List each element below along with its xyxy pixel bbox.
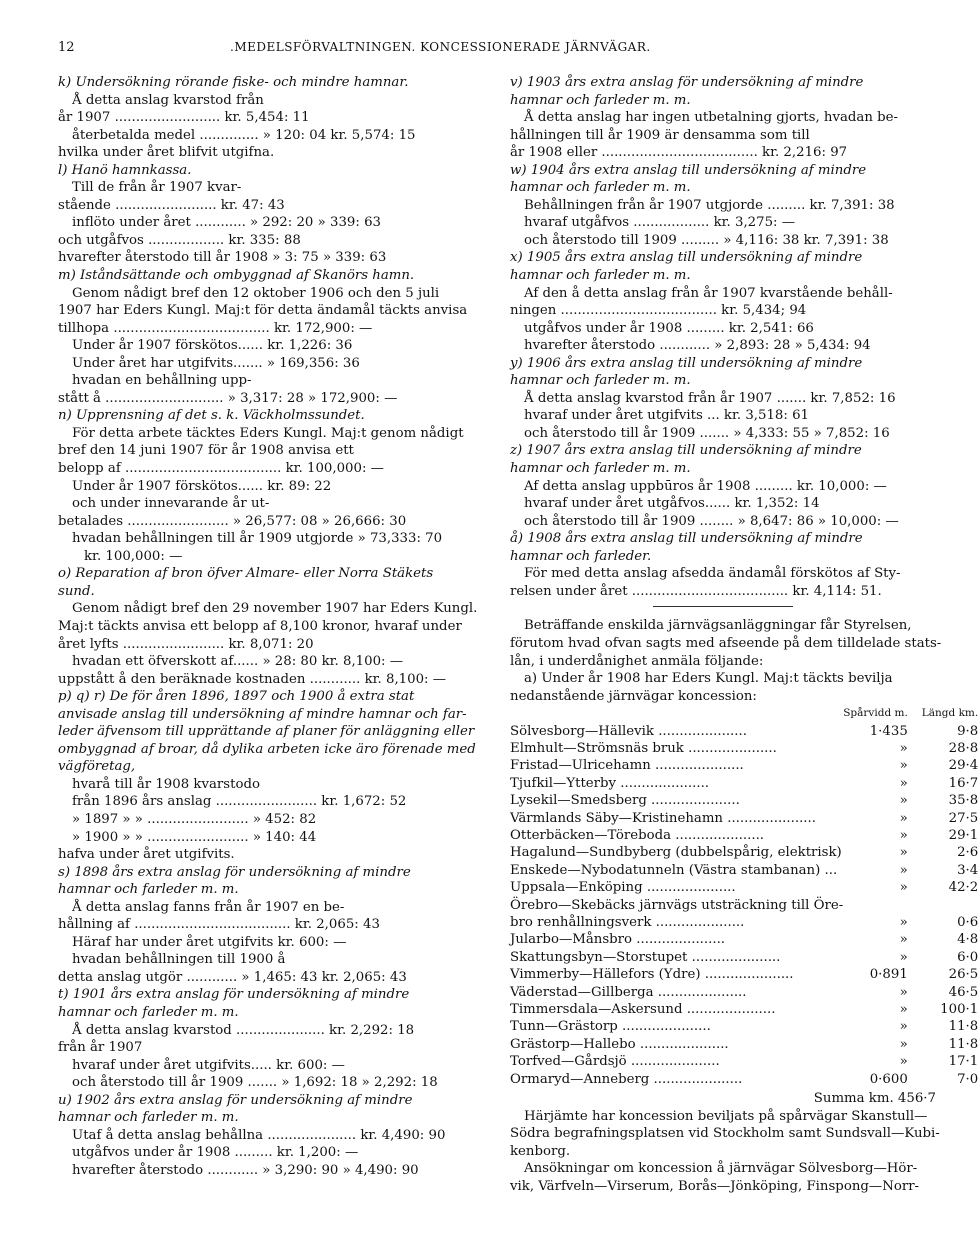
text-line: anvisade anslag till undersökning af mindre hamnar och far- (58, 706, 467, 722)
text-line: och återstodo till år 1909 ....... » 1,692: 18 » 2,292: 18 (72, 1075, 438, 1091)
gauge-value: » (899, 932, 908, 948)
length-value (922, 897, 978, 914)
text-line: år 1908 eller ..................................... kr. 2,216: 97 (510, 145, 848, 161)
text-line: Genom nådigt bref den 29 november 1907 har Eders Kungl. (72, 601, 478, 617)
gauge-value: » (899, 862, 908, 878)
table-row (510, 1071, 978, 1088)
text-line: stått å ............................ » 3,317: 28 » 172,900: — (58, 390, 398, 406)
text-line: ombyggnad af broar, då dylika arbeten icke äro förenade med (58, 741, 476, 757)
railway-name: Jularbo—Månsbro ..................... (510, 932, 726, 948)
text-line: hamnar och farleder m. m. (58, 1004, 239, 1020)
railway-name: Väderstad—Gillberga ..................... (510, 984, 747, 1000)
table-row (510, 1001, 978, 1018)
text-line: ningen ..................................... kr. 5,434; 94 (510, 303, 807, 319)
text-line: kenborg. (510, 1143, 571, 1159)
text-line: Härjämte har koncession beviljats på spårvägar Skanstull— (524, 1108, 928, 1124)
length-value: 29·4 (948, 758, 978, 774)
text-line: hafva under året utgifvits. (58, 847, 235, 863)
text-line: Ansökningar om koncession å järnvägar Sölvesborg—Hör- (524, 1161, 918, 1177)
text-line: Å detta anslag kvarstod från år 1907 ....... kr. 7,852: 16 (524, 390, 896, 406)
railway-name: Lysekil—Smedsberg ..................... (510, 793, 740, 809)
text-line: kr. 100,000: — (84, 548, 183, 564)
length-value: 3·4 (957, 862, 978, 878)
text-line: hamnar och farleder m. m. (58, 882, 239, 898)
text-line: z) 1907 års extra anslag till undersökning af mindre (510, 443, 862, 459)
length-value: 29·1 (948, 827, 978, 843)
railway-name: Uppsala—Enköping ..................... (510, 880, 736, 896)
railway-name: Örebro—Skebäcks järnvägs utsträckning till Öre- (510, 897, 844, 913)
text-line: k) Undersökning rörande fiske- och mindre hamnar. (58, 75, 409, 90)
length-value: 2·6 (957, 845, 978, 861)
railway-name: Tunn—Grästorp ..................... (510, 1019, 711, 1035)
railways-table-header (510, 705, 978, 722)
text-line: uppstått å den beräknade kostnaden ............ kr. 8,100: — (58, 671, 447, 687)
table-row (510, 740, 978, 757)
table-row (510, 844, 978, 861)
text-line: och utgåfvos .................. kr. 335: 88 (58, 232, 301, 248)
text-line: hvadan behållningen till år 1909 utgjorde » 73,333: 70 (72, 531, 443, 547)
gauge-value: » (899, 1036, 908, 1052)
text-line: hvaraf under året utgifvits..... kr. 600: — (72, 1057, 345, 1073)
railway-name: Otterbäcken—Töreboda ..................... (510, 827, 765, 843)
text-line: stående ........................ kr. 47: 43 (58, 197, 285, 213)
running-header: .MEDELSFÖRVALTNINGEN. KONCESSIONERADE JÄRNVÄGAR. (230, 40, 651, 54)
gauge-value: » (899, 845, 908, 861)
table-row (510, 1036, 978, 1053)
text-line: hvarefter återstodo ............ » 2,893: 28 » 5,434: 94 (524, 338, 871, 354)
railway-name: bro renhållningsverk ..................... (510, 915, 745, 931)
length-header: Längd km. (921, 707, 978, 720)
text-line: Behållningen från år 1907 utgjorde ......... kr. 7,391: 38 (524, 197, 895, 213)
length-value: 11·8 (948, 1019, 978, 1035)
text-line: vägföretag, (58, 759, 136, 775)
length-value: 4·8 (957, 932, 978, 948)
text-line: tillhopa ..................................... kr. 172,900: — (58, 320, 373, 336)
gauge-value: » (899, 1054, 908, 1070)
text-line: och återstodo till år 1909 ....... » 4,333: 55 » 7,852: 16 (524, 425, 890, 441)
gauge-value: » (899, 810, 908, 826)
length-value: 17·1 (948, 1054, 978, 1070)
text-line: hamnar och farleder m. m. (58, 1110, 239, 1126)
table-row (510, 879, 978, 896)
page-number: 12 (58, 40, 75, 55)
text-line: Till de från år 1907 kvar- (72, 180, 242, 196)
railway-name: Skattungsbyn—Storstupet ..................... (510, 949, 781, 965)
table-row (510, 931, 978, 948)
concessions-intro (510, 617, 942, 705)
gauge-header: Spårvidd m. (843, 707, 908, 720)
text-line: Af detta anslag uppbūros år 1908 ......... kr. 10,000: — (524, 478, 887, 494)
text-line: sund. (58, 583, 95, 599)
text-line: w) 1904 års extra anslag till undersökning af mindre (510, 162, 867, 178)
text-line: hamnar och farleder. (510, 548, 652, 564)
text-line: hvaraf utgåfvos .................. kr. 3,275: — (524, 215, 796, 231)
text-line: » 1897 » » ........................ » 452: 82 (72, 811, 317, 827)
gauge-value: » (899, 1002, 908, 1018)
text-line: belopp af ..................................... kr. 100,000: — (58, 461, 384, 477)
length-value: 26·5 (948, 967, 978, 983)
text-line: hamnar och farleder m. m. (510, 373, 691, 389)
table-row (510, 723, 978, 740)
text-line: hållning af ..................................... kr. 2,065: 43 (58, 917, 380, 933)
railway-name: Tjufkil—Ytterby ..................... (510, 775, 710, 791)
table-row (510, 1018, 978, 1035)
railway-name: Ormaryd—Anneberg ..................... (510, 1071, 743, 1087)
section-divider (653, 606, 793, 607)
text-line: hvadan behållningen till 1900 å (72, 952, 286, 968)
text-line: Å detta anslag kvarstod från (72, 92, 264, 108)
railway-name: Enskede—Nybodatunneln (Västra stambanan) ... (510, 862, 838, 878)
text-line: l) Hanö hamnkassa. (58, 162, 192, 178)
text-line: u) 1902 års extra anslag för undersökning af mindre (58, 1092, 413, 1108)
text-line: inflöto under året ............ » 292: 20 » 339: 63 (72, 215, 381, 231)
left-column (58, 74, 486, 1179)
text-line: förutom hvad ofvan sagts med afseende på dem tilldelade stats- (510, 635, 942, 651)
railway-name: Hagalund—Sundbyberg (dubbelspårig, elektrisk) (510, 845, 842, 861)
text-line: y) 1906 års extra anslag till undersökning af mindre (510, 355, 863, 371)
extra-grants-section (510, 74, 936, 600)
gauge-value: » (899, 740, 908, 756)
text-line: leder äfvensom till upprättande af planer för anläggning eller (58, 724, 475, 740)
text-line: hamnar och farleder m. m. (510, 268, 691, 284)
railways-sum: Summa km. 456·7 (813, 1091, 936, 1107)
table-row (510, 966, 978, 983)
gauge-value: 0·600 (869, 1071, 908, 1087)
text-line: » 1900 » » ........................ » 140: 44 (72, 829, 317, 845)
text-line: Genom nådigt bref den 12 oktober 1906 och den 5 juli (72, 285, 440, 301)
text-line: Under år 1907 förskötos...... kr. 89: 22 (72, 478, 332, 494)
length-value: 35·8 (948, 793, 978, 809)
table-row (510, 775, 978, 792)
table-row (510, 897, 978, 914)
railways-table (510, 705, 978, 1088)
gauge-value: » (899, 984, 908, 1000)
text-line: från 1896 års anslag ........................ kr. 1,672: 52 (72, 794, 407, 810)
text-line: hvarå till år 1908 kvarstodo (72, 776, 260, 792)
text-line: hamnar och farleder m. m. (510, 461, 691, 477)
table-row (510, 914, 978, 931)
table-row (510, 1053, 978, 1070)
text-line: och under innevarande år ut- (72, 496, 270, 512)
text-line: vik, Värfveln—Virserum, Borås—Jönköping, Finspong—Norr- (510, 1178, 920, 1194)
gauge-value (843, 897, 922, 914)
closing-paragraph (510, 1108, 940, 1196)
length-value: 28·8 (948, 740, 978, 756)
text-line: lån, i underdånighet anmäla följande: (510, 653, 764, 669)
text-line: Å detta anslag har ingen utbetalning gjorts, hvadan be- (524, 110, 899, 126)
gauge-value: » (899, 915, 908, 931)
text-line: 1907 har Eders Kungl. Maj:t för detta ändamål täckts anvisa (58, 303, 468, 319)
text-line: år 1907 ......................... kr. 5,454: 11 (58, 110, 310, 126)
text-line: Södra begrafningsplatsen vid Stockholm samt Sundsvall—Kubi- (510, 1126, 940, 1142)
text-line: För detta arbete täcktes Eders Kungl. Maj:t genom nådigt (72, 425, 464, 441)
length-value: 7·0 (957, 1071, 978, 1087)
right-column (510, 74, 978, 1195)
text-line: bref den 14 juni 1907 för år 1908 anvisa ett (58, 443, 354, 459)
railway-name: Grästorp—Hallebo ..................... (510, 1036, 729, 1052)
table-row (510, 792, 978, 809)
text-line: återbetalda medel .............. » 120: 04 kr. 5,574: 15 (72, 127, 416, 143)
text-line: utgåfvos under år 1908 ......... kr. 2,541: 66 (524, 320, 814, 336)
text-line: Utaf å detta anslag behållna ..................... kr. 4,490: 90 (72, 1127, 446, 1143)
text-line: Under år 1907 förskötos...... kr. 1,226: 36 (72, 338, 353, 354)
text-line: detta anslag utgör ............ » 1,465: 43 kr. 2,065: 43 (58, 969, 407, 985)
text-line: nedanstående järnvägar koncession: (510, 688, 757, 704)
table-row (510, 984, 978, 1001)
text-line: o) Reparation af bron öfver Almare- eller Norra Stäkets (58, 566, 434, 582)
text-line: n) Upprensning af det s. k. Väckholmssundet. (58, 408, 365, 424)
text-line: hvaraf under året utgifvits ... kr. 3,518: 61 (524, 408, 810, 424)
length-value: 27·5 (948, 810, 978, 826)
text-line: v) 1903 års extra anslag för undersökning af mindre (510, 75, 864, 90)
text-line: Å detta anslag fanns från år 1907 en be- (72, 899, 345, 915)
table-row (510, 862, 978, 879)
text-line: hvilka under året blifvit utgifna. (58, 145, 275, 161)
gauge-value: 1·435 (869, 723, 908, 739)
text-line: Maj:t täckts anvisa ett belopp af 8,100 kronor, hvaraf under (58, 618, 462, 634)
table-row (510, 810, 978, 827)
gauge-value: » (899, 827, 908, 843)
text-line: hamnar och farleder m. m. (510, 180, 691, 196)
text-line: a) Under år 1908 har Eders Kungl. Maj:t täckts bevilja (524, 671, 893, 687)
text-line: Å detta anslag kvarstod ..................... kr. 2,292: 18 (72, 1022, 415, 1038)
text-line: Beträffande enskilda järnvägsanläggningar får Styrelsen, (524, 618, 912, 634)
railway-name: Torfved—Gårdsjö ..................... (510, 1054, 720, 1070)
text-line: relsen under året ..................................... kr. 4,114: 51. (510, 583, 882, 599)
railway-name: Vimmerby—Hällefors (Ydre) ..................... (510, 967, 794, 983)
gauge-value: 0·891 (869, 967, 908, 983)
gauge-value: » (899, 880, 908, 896)
text-line: x) 1905 års extra anslag till undersökning af mindre (510, 250, 863, 266)
table-row (510, 827, 978, 844)
text-line: s) 1898 års extra anslag för undersökning af mindre (58, 864, 411, 880)
text-line: året lyfts ........................ kr. 8,071: 20 (58, 636, 314, 652)
text-line: från år 1907 (58, 1040, 143, 1056)
gauge-value: » (899, 1019, 908, 1035)
text-line: å) 1908 års extra anslag till undersökning af mindre (510, 531, 863, 547)
gauge-value: » (899, 793, 908, 809)
length-value: 6·0 (957, 949, 978, 965)
text-line: betalades ........................ » 26,577: 08 » 26,666: 30 (58, 513, 407, 529)
text-line: Häraf har under året utgifvits kr. 600: — (72, 934, 347, 950)
length-value: 100·1 (940, 1002, 978, 1018)
text-line: För med detta anslag afsedda ändamål förskötos af Sty- (524, 566, 901, 582)
text-line: Under året har utgifvits....... » 169,356: 36 (72, 355, 360, 371)
railway-name: Elmhult—Strömsnäs bruk ..................... (510, 740, 777, 756)
text-line: utgåfvos under år 1908 ......... kr. 1,200: — (72, 1145, 359, 1161)
length-value: 9·8 (957, 723, 978, 739)
gauge-value: » (899, 758, 908, 774)
text-line: hvarefter återstodo till år 1908 » 3: 75 » 339: 63 (58, 250, 387, 266)
text-line: Af den å detta anslag från år 1907 kvarstående behåll- (524, 285, 893, 301)
text-line: p) q) r) De för åren 1896, 1897 och 1900 å extra stat (58, 689, 415, 705)
text-line: m) Iståndsättande och ombyggnad af Skanörs hamn. (58, 268, 415, 284)
text-line: hvadan ett öfverskott af...... » 28: 80 kr. 8,100: — (72, 654, 404, 670)
gauge-value: » (899, 775, 908, 791)
railway-name: Fristad—Ulricehamn ..................... (510, 758, 744, 774)
text-line: hvarefter återstodo ............ » 3,290: 90 » 4,490: 90 (72, 1162, 419, 1178)
text-line: och återstodo till 1909 ......... » 4,116: 38 kr. 7,391: 38 (524, 232, 889, 248)
text-line: hållningen till år 1909 är densamma som till (510, 127, 810, 143)
text-line: hamnar och farleder m. m. (510, 92, 691, 108)
railway-name: Sölvesborg—Hällevik ..................... (510, 723, 747, 739)
length-value: 11·8 (948, 1036, 978, 1052)
table-row (510, 757, 978, 774)
length-value: 46·5 (948, 984, 978, 1000)
text-line: hvadan en behållning upp- (72, 373, 252, 389)
text-line: t) 1901 års extra anslag för undersökning af mindre (58, 987, 410, 1003)
length-value: 0·6 (957, 915, 978, 931)
railway-name: Värmlands Säby—Kristinehamn ..................... (510, 810, 816, 826)
gauge-value: » (899, 949, 908, 965)
railway-name: Timmersdala—Askersund ..................... (510, 1002, 776, 1018)
text-line: hvaraf under året utgåfvos...... kr. 1,352: 14 (524, 496, 820, 512)
text-line: och återstodo till år 1909 ........ » 8,647: 86 » 10,000: — (524, 513, 899, 529)
table-row (510, 949, 978, 966)
length-value: 16·7 (948, 775, 978, 791)
length-value: 42·2 (948, 880, 978, 896)
